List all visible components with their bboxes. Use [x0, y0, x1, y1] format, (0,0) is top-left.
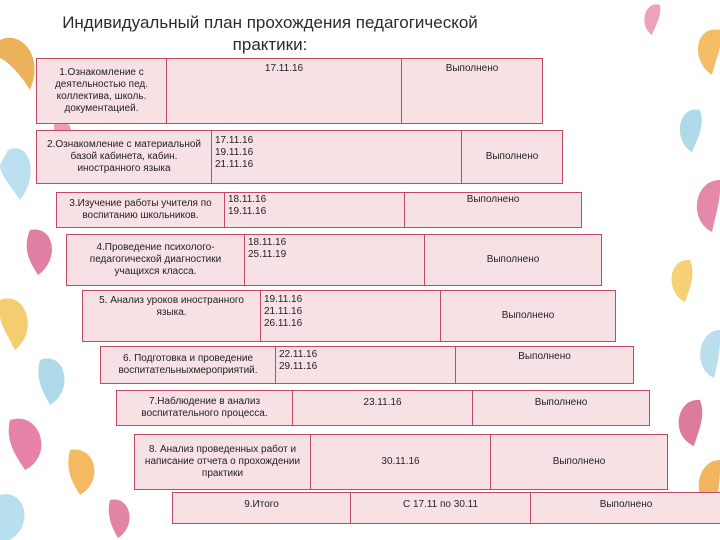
date-cell: [311, 435, 491, 489]
date-value: 17.11.16: [215, 135, 254, 146]
status-cell: Выполнено: [445, 63, 499, 74]
date-value: 19.11.16: [215, 147, 254, 158]
date-value: 29.11.16: [279, 361, 318, 372]
date-value: 19.11.16: [264, 294, 303, 305]
task-cell: 2.Ознакомление с материальной базой кабинета, кабин. иностранного языка: [37, 131, 212, 183]
status-cell: Выполнено: [485, 151, 539, 162]
plan-row-8: [134, 434, 668, 490]
status-cell: Выполнено: [518, 351, 571, 362]
title-line-2: практики:: [232, 35, 308, 54]
status-cell: Выполнено: [534, 397, 588, 408]
task-cell: 6. Подготовка и проведение воспитательныхмероприятий.: [101, 347, 276, 383]
task-cell: 7.Наблюдение в анализ воспитательного процесса.: [117, 391, 293, 425]
status-cell: Выполнено: [486, 254, 540, 265]
task-cell: 5. Анализ уроков иностранного языка.: [83, 291, 261, 341]
status-cell: Выполнено: [466, 194, 520, 205]
status-cell: Выполнено: [599, 499, 653, 510]
plan-row-3: [56, 192, 582, 228]
plan-row-4: [66, 234, 602, 286]
date-value: 23.11.16: [363, 397, 402, 408]
date-value: 17.11.16: [264, 63, 304, 74]
date-cell: [212, 131, 462, 183]
plan-row-5: [82, 290, 616, 342]
date-value: 22.11.16: [279, 349, 318, 360]
status-cell: Выполнено: [552, 456, 606, 467]
plan-row-1: [36, 58, 543, 124]
date-value: С 17.11 по 30.11: [402, 499, 479, 510]
date-value: 25.11.19: [248, 249, 287, 260]
date-cell: [261, 291, 441, 341]
date-value: 18.11.16: [248, 237, 287, 248]
date-cell: [293, 391, 473, 425]
date-value: 18.11.16: [228, 194, 267, 205]
date-value: 26.11.16: [264, 318, 303, 329]
title-line-1: Индивидуальный план прохождения педагогической: [62, 13, 478, 32]
plan-row-2: [36, 130, 563, 184]
date-cell: [167, 59, 402, 123]
plan-row-9: [172, 492, 720, 524]
date-value: 19.11.16: [228, 206, 267, 217]
task-cell: 4.Проведение психолого-педагогической диагностики учащихся класса.: [67, 235, 245, 285]
task-cell: 3.Изучение работы учителя по воспитанию школьников.: [57, 193, 225, 227]
date-value: 21.11.16: [215, 159, 254, 170]
date-value: 30.11.16: [381, 456, 420, 467]
task-cell: 9.Итого: [173, 493, 351, 523]
status-cell: Выполнено: [501, 310, 555, 321]
date-cell: [225, 193, 405, 227]
date-cell: [276, 347, 456, 383]
task-cell: 8. Анализ проведенных работ и написание отчета о прохождении практики: [135, 435, 311, 489]
date-cell: [351, 493, 531, 523]
page-title: [60, 12, 480, 56]
date-cell: [245, 235, 425, 285]
plan-row-7: [116, 390, 650, 426]
plan-row-6: [100, 346, 634, 384]
task-cell: 1.Ознакомление с деятельностью пед. коллектива, школь. документацией.: [37, 59, 167, 123]
date-value: 21.11.16: [264, 306, 303, 317]
